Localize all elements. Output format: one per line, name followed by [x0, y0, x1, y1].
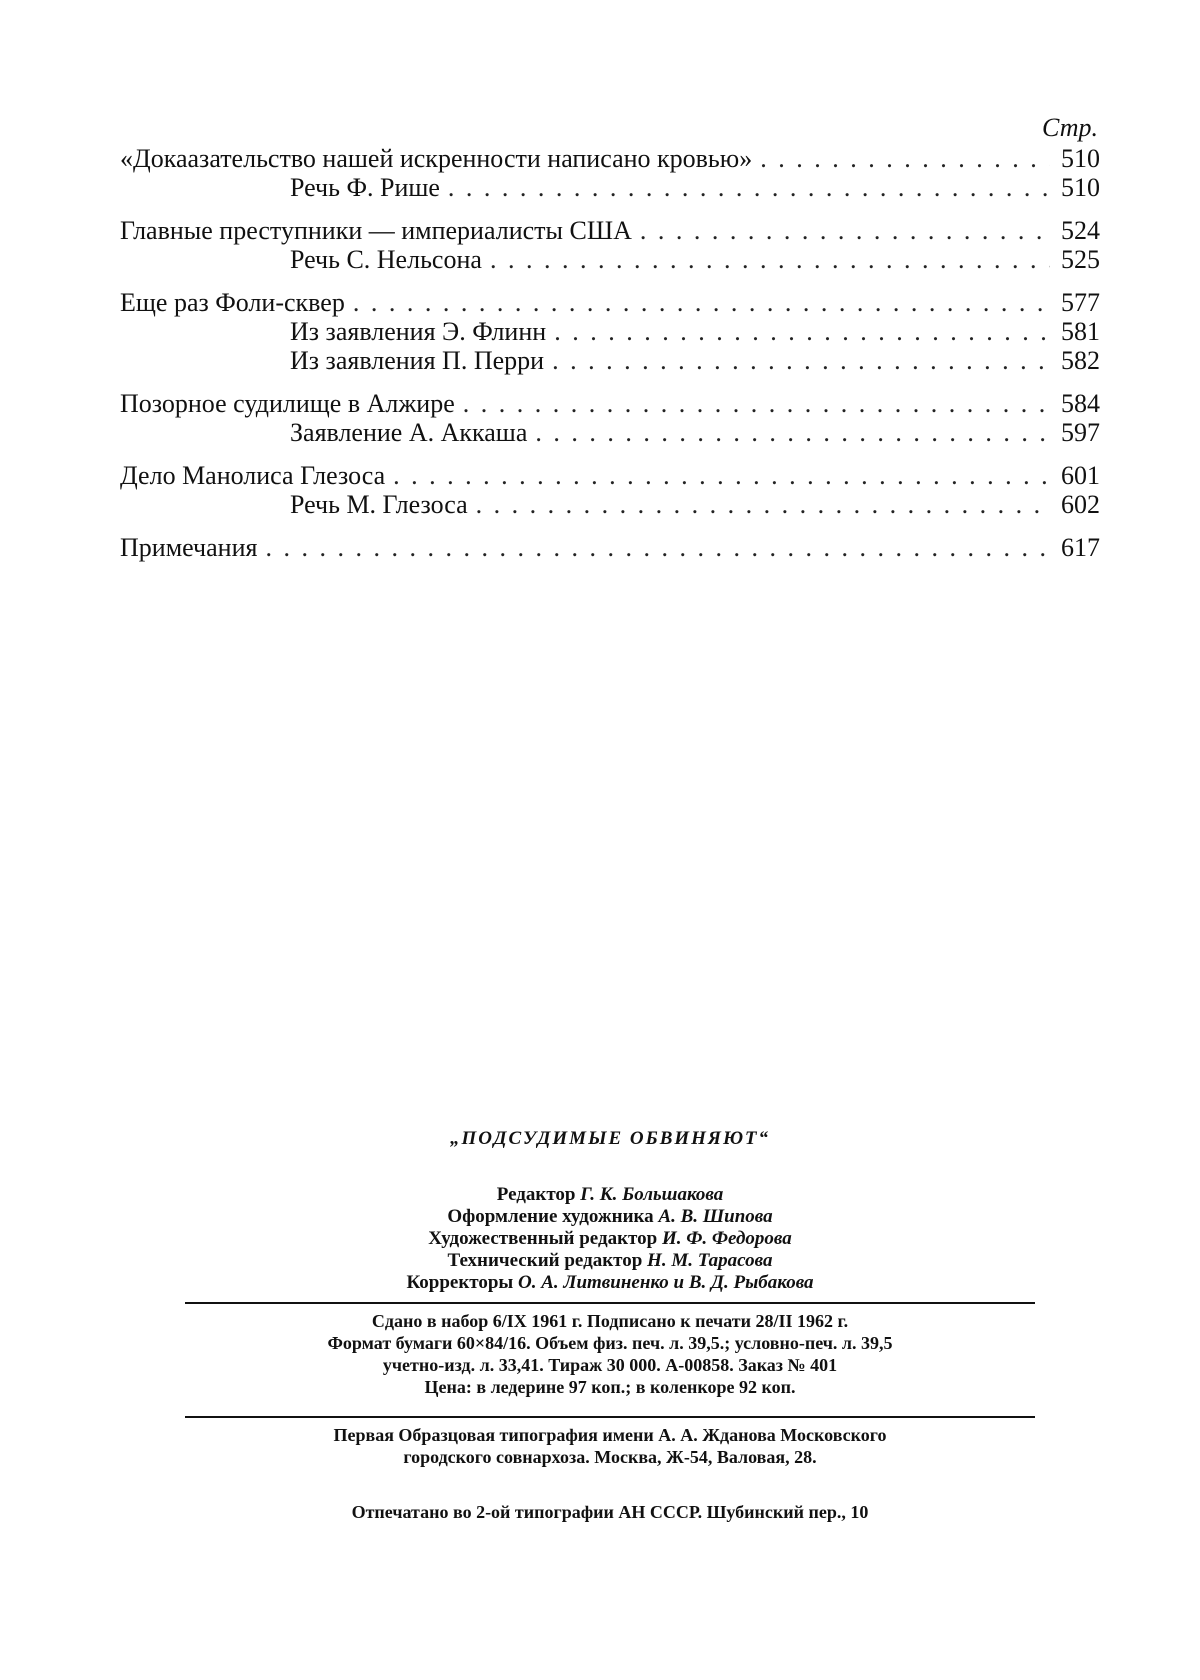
toc-subentry-title: Из заявления П. Перри	[290, 346, 545, 375]
dot-leader	[490, 245, 1050, 274]
toc-entry[interactable]	[120, 144, 1100, 173]
dot-leader	[463, 389, 1050, 418]
dot-leader	[640, 216, 1050, 245]
toc-subentry[interactable]	[120, 245, 1100, 274]
credit-role: Оформление художника	[447, 1206, 654, 1227]
pubdata-line: Цена: в ледерине 97 коп.; в коленкоре 92 коп.	[424, 1377, 796, 1397]
credit-name: О. А. Литвиненко и В. Д. Рыбакова	[518, 1272, 814, 1293]
credit-line	[180, 1250, 1040, 1272]
toc-subentry-title: Заявление А. Аккаша	[290, 418, 528, 447]
toc-subentry-page: 597	[1061, 418, 1100, 447]
pubdata-line: учетно-изд. л. 33,41. Тираж 30 000. А-00858. Заказ № 401	[382, 1355, 838, 1375]
pubdata-line: Формат бумаги 60×84/16. Объем физ. печ. л. 39,5.; условно-печ. л. 39,5	[327, 1333, 893, 1353]
toc-subentry[interactable]	[120, 418, 1100, 447]
toc-subentry-page: 581	[1061, 317, 1100, 346]
toc-subentry-page: 602	[1061, 490, 1100, 519]
toc-entry-title: Еще раз Фоли-сквер	[120, 288, 345, 317]
pubdata-line: Сдано в набор 6/IX 1961 г. Подписано к печати 28/II 1962 г.	[371, 1311, 849, 1331]
toc-entry-title: Дело Манолиса Глезоса	[120, 461, 386, 490]
toc-entry-page: 601	[1061, 461, 1100, 490]
dot-leader	[448, 173, 1050, 202]
credit-line	[180, 1272, 1040, 1294]
toc-subentry[interactable]	[120, 317, 1100, 346]
dot-leader	[552, 346, 1050, 375]
toc-entry-page: 617	[1061, 533, 1100, 562]
toc-entry-page: 584	[1061, 389, 1100, 418]
toc-entry[interactable]	[120, 216, 1100, 245]
dot-leader	[535, 418, 1050, 447]
dot-leader	[476, 490, 1050, 519]
credit-role: Технический редактор	[447, 1250, 643, 1271]
credit-name: Н. М. Тарасова	[647, 1250, 773, 1271]
credit-line	[180, 1206, 1040, 1228]
toc-subentry-title: Из заявления Э. Флинн	[290, 317, 547, 346]
toc-entry[interactable]	[120, 533, 1100, 562]
dot-leader	[393, 461, 1050, 490]
credit-role: Художественный редактор	[428, 1228, 658, 1249]
divider	[185, 1416, 1035, 1418]
toc-entry-title: Позорное судилище в Алжире	[120, 389, 455, 418]
credit-line	[180, 1228, 1040, 1250]
toc-subentry-page: 582	[1061, 346, 1100, 375]
imprint-block	[180, 1128, 1040, 1523]
credit-role: Корректоры	[406, 1272, 514, 1293]
credit-role: Редактор	[496, 1184, 576, 1205]
toc-group	[120, 461, 1100, 519]
toc-subentry[interactable]	[120, 490, 1100, 519]
toc-subentry-title: Речь Ф. Рише	[290, 173, 440, 202]
dot-leader	[353, 288, 1050, 317]
credit-name: Г. К. Большакова	[580, 1184, 724, 1205]
dot-leader	[760, 144, 1050, 173]
toc-entry-title: Примечания	[120, 533, 258, 562]
dot-leader	[265, 533, 1050, 562]
credit-name: А. В. Шипова	[658, 1206, 773, 1227]
printer-line: Первая Образцовая типография имени А. А. Жданова Московского	[333, 1425, 887, 1445]
toc-subentry-page: 525	[1061, 245, 1100, 274]
toc-subentry-title: Речь С. Нельсона	[290, 245, 482, 274]
toc-subentry[interactable]	[120, 346, 1100, 375]
toc-entry[interactable]	[120, 461, 1100, 490]
toc-subentry-page: 510	[1061, 173, 1100, 202]
credit-name: И. Ф. Федорова	[661, 1228, 792, 1249]
toc-entry-page: 510	[1061, 144, 1100, 173]
publication-data	[180, 1310, 1040, 1398]
book-title: „ПОДСУДИМЫЕ ОБВИНЯЮТ“	[450, 1128, 770, 1149]
toc-entry-page: 524	[1061, 216, 1100, 245]
page-column-label: Стр.	[1042, 113, 1098, 142]
toc-entry-title: Главные преступники — империалисты США	[120, 216, 632, 245]
toc-entry-title: «Докаазательство нашей искренности написано кровью»	[120, 144, 753, 173]
toc-group	[120, 389, 1100, 447]
toc-group	[120, 216, 1100, 274]
toc-subentry-title: Речь М. Глезоса	[290, 490, 468, 519]
table-of-contents	[120, 112, 1100, 576]
divider	[185, 1302, 1035, 1304]
credits-list	[180, 1184, 1040, 1294]
toc-group	[120, 288, 1100, 375]
printer-info	[180, 1424, 1040, 1468]
printed-at: Отпечатано во 2-ой типографии АН СССР. Шубинский пер., 10	[351, 1502, 869, 1522]
toc-group	[120, 533, 1100, 562]
toc-entry[interactable]	[120, 288, 1100, 317]
credit-line	[180, 1184, 1040, 1206]
toc-entry-page: 577	[1061, 288, 1100, 317]
toc-subentry[interactable]	[120, 173, 1100, 202]
toc-entry[interactable]	[120, 389, 1100, 418]
dot-leader	[554, 317, 1050, 346]
printer-line: городского совнархоза. Москва, Ж-54, Валовая, 28.	[403, 1447, 817, 1467]
toc-group	[120, 144, 1100, 202]
